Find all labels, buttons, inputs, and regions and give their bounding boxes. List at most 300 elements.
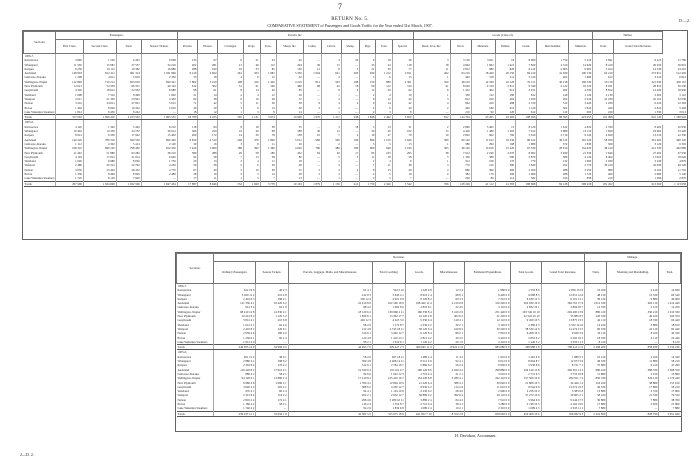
cell: 9 008 8 5 xyxy=(511,293,541,297)
cell: 9 008 xyxy=(141,58,177,62)
cell: 130 660 2 11 xyxy=(372,310,405,314)
cell: 47 290 xyxy=(659,363,681,367)
cell: 3 xyxy=(360,142,376,146)
cell: 6 812 xyxy=(663,75,687,79)
cell: 6 930 0 0 xyxy=(465,363,511,367)
cell: 112 806 xyxy=(56,80,83,84)
cell: 480 xyxy=(276,84,303,88)
cell: 3 930 xyxy=(537,151,569,155)
cell: 120 xyxy=(495,110,515,115)
bot-table-row xyxy=(177,331,681,335)
cell: 35 885 8 5 xyxy=(541,314,585,318)
cell: 6 180 12 5 xyxy=(511,297,541,301)
cell: 60 2 4 xyxy=(256,336,288,340)
cell: 2 xyxy=(303,106,321,110)
cell: 512 xyxy=(537,101,569,105)
cell: 2 xyxy=(341,101,359,105)
cell: 56 2 4 xyxy=(433,363,464,367)
row-label: Lake Wakatipu Steamers xyxy=(177,406,208,411)
cell: 20 xyxy=(341,58,359,62)
cell: 1 612 xyxy=(537,125,569,129)
bot-col-header: Total Coaching. xyxy=(372,262,405,284)
cell: 4 xyxy=(321,58,341,62)
total-cell: 1 634 690 xyxy=(83,181,116,186)
year-label: 1906-7. xyxy=(24,54,34,58)
cell: 8 910 2 4 xyxy=(405,293,433,297)
cell: 58 2 1 xyxy=(256,402,288,406)
cell: 31 xyxy=(218,84,243,88)
row-label: Gisborne–Karaka xyxy=(177,371,199,376)
cell: 3 150 xyxy=(450,58,471,62)
cell: 1 532 8 0 xyxy=(511,288,541,292)
cell: 612 xyxy=(177,84,198,88)
cell: 120 4 1 xyxy=(433,318,464,322)
total-cell: 43 483 xyxy=(495,115,515,120)
cell: 85 xyxy=(360,151,376,155)
cell: 22 xyxy=(276,75,303,79)
cell: 51 880 xyxy=(83,151,116,155)
cell: 44 xyxy=(376,63,392,67)
cell: 190 120 8 6 xyxy=(405,368,433,372)
cell: 488 xyxy=(495,101,515,105)
cell: 14 xyxy=(260,172,276,176)
cell: 4 302 xyxy=(83,142,116,146)
cell: 58 2 6 xyxy=(288,355,372,359)
cell: 194 140 12 8 xyxy=(511,368,541,372)
cell: — xyxy=(607,406,659,411)
cell: 4 310 xyxy=(537,63,569,67)
cell: — xyxy=(303,155,321,159)
cell: 2 784 18 7 xyxy=(372,363,405,367)
cell: 990 420 xyxy=(141,138,177,142)
cell: 62 xyxy=(177,97,198,101)
cell: 7 420 xyxy=(177,146,198,150)
cell: — xyxy=(256,340,288,345)
cell: 961 314 xyxy=(116,71,141,75)
cell: 38 760 xyxy=(659,398,681,402)
row-label: Westport xyxy=(177,326,189,331)
cell: 8 812 xyxy=(593,88,614,92)
cell: — xyxy=(341,172,359,176)
cell: 402 xyxy=(471,88,495,92)
cell: 5 xyxy=(376,142,392,146)
cell: 1 xyxy=(413,93,450,97)
cell: 3 894 18 7 xyxy=(541,305,585,309)
cell: 40 xyxy=(376,129,392,133)
cell: 30 xyxy=(177,142,198,146)
cell: 1 120 xyxy=(516,106,537,110)
cell: 41 230 xyxy=(593,97,614,101)
cell: 17 600 xyxy=(659,389,681,393)
traffic-table xyxy=(23,31,687,187)
group-passengers: Passengers. xyxy=(56,32,177,40)
cell: 880 120 xyxy=(585,310,607,314)
cell: 366 xyxy=(177,129,198,133)
cell: — xyxy=(303,142,321,146)
cell: 150 xyxy=(276,67,303,71)
cell: 6 208 10 5 xyxy=(511,331,541,335)
cell: 1 981 xyxy=(260,71,276,75)
cell: 8 xyxy=(260,110,276,115)
bot-table-row xyxy=(177,288,681,292)
cell: 3 xyxy=(321,125,341,129)
page-number: 7 xyxy=(338,2,342,11)
cell: 84 6 0 xyxy=(288,372,372,376)
cell: 9 330 6 4 xyxy=(405,318,433,322)
cell: 780 xyxy=(303,146,321,150)
cell: 181 220 xyxy=(569,138,593,142)
cell: 6 302 xyxy=(663,142,687,146)
cell: 2 910 xyxy=(569,97,593,101)
row-label: Whangarei xyxy=(24,129,38,134)
cell: 8 020 xyxy=(450,84,471,88)
cell: 5 xyxy=(303,168,321,172)
cell: 58 930 xyxy=(593,138,614,142)
cell: 3 110 0 0 xyxy=(465,305,511,309)
cell: 2 xyxy=(341,133,359,137)
cell: 112 xyxy=(376,84,392,88)
cell: 22 522 10 10 xyxy=(511,314,541,318)
cell: 18 xyxy=(198,75,218,79)
cell: 3 xyxy=(413,163,450,167)
cell: 2 xyxy=(360,93,376,97)
cell: 2 811 xyxy=(495,84,515,88)
cell: 11 610 0 0 xyxy=(465,385,511,389)
cell: 840 321 xyxy=(141,80,177,84)
top-col-header: Grain. xyxy=(516,40,537,54)
cell: 1 180 4 2 xyxy=(214,402,256,406)
cell: 18 xyxy=(376,58,392,62)
cell: 28 xyxy=(260,168,276,172)
cell: 4 230 xyxy=(141,163,177,167)
total-cell: 44 495 7 0 xyxy=(288,345,372,350)
cell: 4 110 xyxy=(607,336,659,340)
cell: 823 018 xyxy=(116,80,141,84)
cell: 1 520 4 8 xyxy=(405,288,433,292)
cell: 18 120 6 2 xyxy=(288,310,372,314)
cell: 18 100 xyxy=(659,323,681,327)
cell: 39 905 3 1 xyxy=(541,393,585,397)
total-cell: 329 427 2 3 xyxy=(372,345,405,350)
cell: 2 990 0 0 xyxy=(465,389,511,393)
top-col-header: Minerals. xyxy=(471,40,495,54)
cell: 940 xyxy=(376,146,392,150)
cell: 12 330 xyxy=(585,305,607,309)
cell: 12 302 xyxy=(663,101,687,105)
total-cell: 1 168 942 xyxy=(663,115,687,120)
cell: 97 xyxy=(198,58,218,62)
cell: 3 210 xyxy=(56,101,83,105)
cell: 980 xyxy=(471,67,495,71)
cell: 188 xyxy=(276,129,303,133)
cell: 9 250 xyxy=(56,67,83,71)
row-label: Kaipara xyxy=(177,296,187,301)
cell: 43 xyxy=(260,58,276,62)
cell: 204 2 1 xyxy=(288,393,372,397)
cell: 2 xyxy=(218,159,243,163)
cell: 6 620 xyxy=(141,155,177,159)
total-cell: 2 462 xyxy=(376,115,392,120)
row-label: Auckland xyxy=(177,367,190,372)
cell: 5 xyxy=(243,172,260,176)
cell: 180 xyxy=(341,146,359,150)
row-label: Gisborne–Karaka xyxy=(24,141,46,146)
cell: 21 800 xyxy=(659,402,681,406)
cell: 3 012 xyxy=(663,110,687,115)
cell: 3 xyxy=(376,176,392,181)
row-label: Westport xyxy=(177,393,189,398)
cell: 221 030 xyxy=(614,80,663,84)
cell: 261 402 xyxy=(614,138,663,142)
cell: 5 110 xyxy=(663,93,687,97)
cell: 290 xyxy=(471,142,495,146)
cell: 42 110 xyxy=(585,318,607,322)
cell: 2 852 6 2 xyxy=(511,336,541,340)
cell: 42 xyxy=(392,101,413,105)
cell: 940 xyxy=(360,71,376,75)
cell: 2 870 xyxy=(516,155,537,159)
cell: 202 xyxy=(537,97,569,101)
row-label: Lake Wakatipu Steamers xyxy=(24,176,55,181)
cell: 62 1 0 xyxy=(256,305,288,309)
cell: 1 354 8 7 xyxy=(372,402,405,406)
cell: 188 xyxy=(341,80,359,84)
cell: — xyxy=(303,125,321,129)
row-label: Picton xyxy=(177,402,186,407)
cell: 2 120 xyxy=(141,142,177,146)
cell: 3 xyxy=(243,110,260,115)
cell: 22 440 xyxy=(659,336,681,340)
cell: 4 xyxy=(321,97,341,101)
cell: 11 880 xyxy=(607,359,659,363)
cell: 4 120 xyxy=(56,125,83,129)
cell: 2 710 xyxy=(537,133,569,137)
cell: 12 xyxy=(303,67,321,71)
cell: 18 420 6 2 xyxy=(256,301,288,305)
cell: 4 xyxy=(376,159,392,163)
cell: 61 xyxy=(198,88,218,92)
cell: 31 xyxy=(392,125,413,129)
total-cell: 441 852 7 10 xyxy=(405,411,433,416)
row-label: Kaipara xyxy=(24,133,34,138)
cell: 49 000 xyxy=(659,297,681,301)
cell: 46 xyxy=(243,63,260,67)
cell: 3 920 xyxy=(607,402,659,406)
cell: 163 740 10 10 xyxy=(511,310,541,314)
cell: 4 620 xyxy=(593,133,614,137)
cell: 9 xyxy=(392,159,413,163)
cell: 1 172 8 7 xyxy=(372,323,405,327)
cell: 8 490 xyxy=(83,172,116,176)
cell: 2 330 xyxy=(141,75,177,79)
cell: 30 2 1 xyxy=(433,323,464,327)
cell: 84 xyxy=(198,125,218,129)
total-cell: 1 756 xyxy=(360,181,376,186)
cell: 58 220 xyxy=(585,393,607,397)
cell: 272 811 xyxy=(614,71,663,75)
total-cell: 828 790 xyxy=(607,411,659,416)
cell: 7 880 xyxy=(607,398,659,402)
cell: 14 330 xyxy=(471,80,495,84)
cell: 200 xyxy=(450,176,471,181)
cell: 5 xyxy=(321,155,341,159)
bot-col-header: Parcels, Luggage, Mails, and Miscellaneous. xyxy=(288,262,372,284)
cell: 402 xyxy=(537,88,569,92)
cell: 260 xyxy=(177,133,198,137)
cell: 38 xyxy=(260,155,276,159)
cell: 13 880 xyxy=(585,389,607,393)
cell: 2 056 13 10 xyxy=(541,288,585,292)
cell: 288 xyxy=(537,172,569,176)
cell: 798 430 xyxy=(116,146,141,150)
cell: 9 410 xyxy=(607,363,659,367)
cell: 9 244 17 5 xyxy=(541,398,585,402)
total-cell: 419 053 xyxy=(569,115,593,120)
cell: 8 242 xyxy=(116,110,141,115)
cell: 15 402 xyxy=(141,133,177,137)
cell: 2 310 xyxy=(516,101,537,105)
cell: 420 xyxy=(593,106,614,110)
cell: 710 212 xyxy=(83,80,116,84)
cell: 62 210 xyxy=(593,71,614,75)
cell: 2 731 6 5 xyxy=(511,372,541,376)
total-cell: 10 696 xyxy=(276,115,303,120)
cell: 6 120 8 4 xyxy=(405,331,433,335)
cell: 4 102 19 0 xyxy=(541,402,585,406)
cell: 200 xyxy=(495,172,515,176)
cell: 2 030 xyxy=(593,159,614,163)
cell: 2 xyxy=(321,172,341,176)
total-cell: 399 018 xyxy=(569,181,593,186)
row-label: Greymouth xyxy=(24,154,39,159)
row-label: New Plymouth xyxy=(177,314,196,319)
cell: 1 266 xyxy=(614,176,663,181)
cell: 48 210 xyxy=(450,80,471,84)
cell: 2 301 xyxy=(392,80,413,84)
cell: 330 12 4 xyxy=(288,297,372,301)
cell: 16 xyxy=(218,67,243,71)
cell: 3 250 xyxy=(569,168,593,172)
cell: — xyxy=(303,159,321,163)
cell: 2 200 xyxy=(516,168,537,172)
cell: 310 6 1 xyxy=(288,331,372,335)
total-cell: 297 900 xyxy=(56,181,83,186)
cell: 190 xyxy=(260,84,276,88)
cell: 28 910 xyxy=(537,146,569,150)
cell: 30 xyxy=(177,106,198,110)
top-col-header: Second Class. xyxy=(83,40,116,54)
cell: 4 xyxy=(243,93,260,97)
cell: 1 491 6 6 xyxy=(511,355,541,359)
cell: 9 xyxy=(360,101,376,105)
total-cell: 450 406 10 6 xyxy=(511,411,541,416)
cell: 98 xyxy=(303,84,321,88)
cell: 36 880 4 2 xyxy=(405,393,433,397)
cell: 26 xyxy=(260,163,276,167)
cell: 9 xyxy=(243,75,260,79)
cell: 15 xyxy=(260,106,276,110)
cell: 4 122 xyxy=(537,84,569,88)
cell: 210 xyxy=(593,176,614,181)
row-label: Kaiwarawa xyxy=(177,288,192,293)
cell: 17 880 xyxy=(607,385,659,389)
cell: 5 880 2 4 xyxy=(405,398,433,402)
cell: 21 330 xyxy=(569,151,593,155)
cell: — xyxy=(341,75,359,79)
cell: 18 xyxy=(341,125,359,129)
cell: 13 210 xyxy=(614,133,663,137)
cell: 349 301 13 3 xyxy=(541,368,585,372)
year-label: 1906-7. xyxy=(177,284,187,288)
cell: 48 120 xyxy=(593,146,614,150)
cell: 20 1 0 xyxy=(433,340,464,345)
row-label: Auckland xyxy=(24,137,37,142)
total-cell: 317 092 xyxy=(56,115,83,120)
cell: 2 410 8 2 xyxy=(214,327,256,331)
cell: 162 160 18 9 xyxy=(372,301,405,305)
cell: 2 190 xyxy=(392,146,413,150)
cell: 21 330 xyxy=(83,97,116,101)
cell: 1 480 xyxy=(471,129,495,133)
cell: 42 xyxy=(321,84,341,88)
cell: 2 xyxy=(360,159,376,163)
cell: 14 xyxy=(243,88,260,92)
cell: 10 112 xyxy=(83,67,116,71)
total-cell: 41 112 xyxy=(471,181,495,186)
cell: 172 xyxy=(198,133,218,137)
cell: 22 330 xyxy=(663,133,687,137)
cell: 17 610 4 1 xyxy=(256,368,288,372)
bot-total-row xyxy=(177,411,681,416)
cell: 980 xyxy=(593,168,614,172)
bot-table-row xyxy=(177,406,681,411)
cell: 1 830 6 1 xyxy=(288,314,372,318)
cell: 2 xyxy=(360,110,376,115)
cell: 8 031 xyxy=(593,84,614,88)
cell: 8 220 xyxy=(607,331,659,335)
cell: 155 161 0 7 xyxy=(372,368,405,372)
cell: — xyxy=(341,97,359,101)
cell: 28 810 xyxy=(614,84,663,88)
cell: 28 xyxy=(260,97,276,101)
cell: 67 xyxy=(177,168,198,172)
cell: 402 12 3 xyxy=(288,318,372,322)
cell: 20 xyxy=(177,159,198,163)
bot-col-header: Miscellaneous. xyxy=(433,262,464,284)
year-label: 1905-6. xyxy=(177,350,187,355)
cell: 32 110 xyxy=(585,331,607,335)
cell: 1 208 xyxy=(56,75,83,79)
cell: 170 4 2 xyxy=(256,363,288,367)
cell: 12 420 xyxy=(614,88,663,92)
cell: 4 020 4 2 xyxy=(433,368,464,372)
cell: 318 xyxy=(471,75,495,79)
cell: 770 xyxy=(516,159,537,163)
total-cell: 1 947 434 xyxy=(141,181,177,186)
cell: 110 xyxy=(537,110,569,115)
cell: 13 xyxy=(376,168,392,172)
cell: 45 110 xyxy=(614,97,663,101)
cell: 180 xyxy=(260,151,276,155)
cell: 8 xyxy=(321,67,341,71)
cell: 13 274 19 3 xyxy=(541,385,585,389)
cell: 14 xyxy=(198,93,218,97)
cell: 1 840 xyxy=(516,163,537,167)
cell: 1 120 4 2 xyxy=(405,340,433,345)
cell: 120 4 8 xyxy=(288,336,372,340)
total-cell: 5 542 xyxy=(392,181,413,186)
cell: 210 xyxy=(495,106,515,110)
